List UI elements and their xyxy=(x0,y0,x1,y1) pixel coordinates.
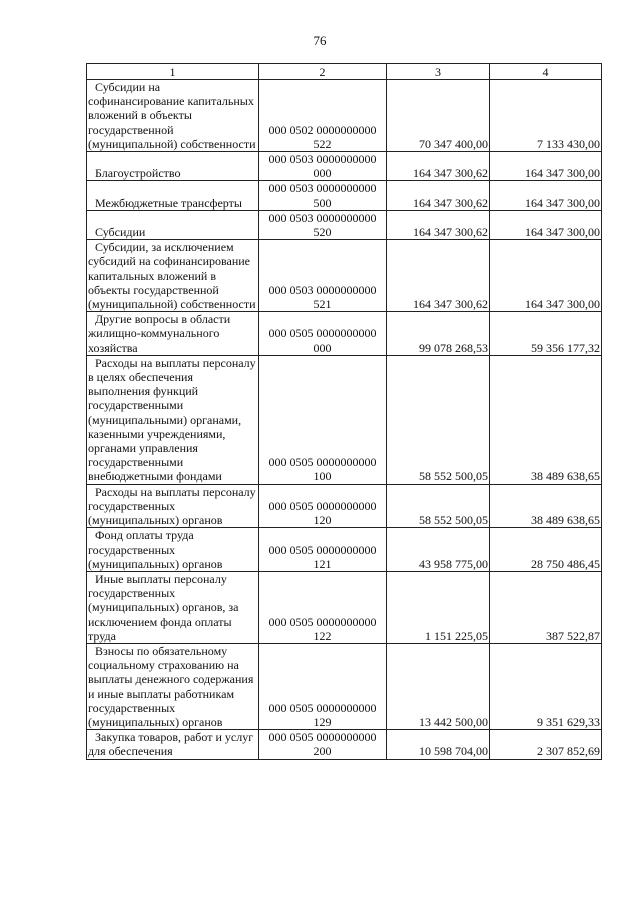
row-name xyxy=(87,528,259,572)
row-sum-2: 9 351 629,33 xyxy=(490,643,602,729)
column-header-4: 4 xyxy=(490,64,602,80)
row-name xyxy=(87,80,259,152)
row-sum-1: 10 598 704,00 xyxy=(387,730,490,759)
table-row xyxy=(87,181,602,210)
row-code: 000 0503 0000000000 521 xyxy=(259,240,387,312)
row-code: 000 0503 0000000000 500 xyxy=(259,181,387,210)
row-name-text: Другие вопросы в области жилищно-коммунального хозяйства xyxy=(88,312,231,355)
table-row xyxy=(87,484,602,528)
row-name-text: Субсидии xyxy=(95,225,146,240)
table-row xyxy=(87,80,602,152)
page-bottom-margin xyxy=(86,826,601,906)
row-code: 000 0505 0000000000 200 xyxy=(259,730,387,759)
row-code: 000 0503 0000000000 000 xyxy=(259,152,387,181)
row-sum-2: 2 307 852,69 xyxy=(490,730,602,759)
row-sum-2: 164 347 300,00 xyxy=(490,181,602,210)
table-row xyxy=(87,730,602,759)
table-row xyxy=(87,528,602,572)
column-header-3: 3 xyxy=(387,64,490,80)
row-code: 000 0505 0000000000 120 xyxy=(259,484,387,528)
table-row xyxy=(87,312,602,356)
row-code: 000 0505 0000000000 121 xyxy=(259,528,387,572)
row-sum-2: 164 347 300,00 xyxy=(490,152,602,181)
row-sum-1: 58 552 500,05 xyxy=(387,484,490,528)
table-row xyxy=(87,240,602,312)
row-code: 000 0505 0000000000 100 xyxy=(259,355,387,484)
row-sum-1: 58 552 500,05 xyxy=(387,355,490,484)
row-name-text: Расходы на выплаты персоналу в целях обеспечения выполнения функций государственными (муниципальными) органами, казенными учреждениями, органами управления государственными внебюджетными фондами xyxy=(88,355,256,484)
page-number: 76 xyxy=(313,33,327,48)
row-sum-1: 70 347 400,00 xyxy=(387,80,490,152)
row-sum-1: 13 442 500,00 xyxy=(387,643,490,729)
row-sum-2: 38 489 638,65 xyxy=(490,355,602,484)
row-name xyxy=(87,210,259,239)
row-code: 000 0505 0000000000 000 xyxy=(259,312,387,356)
row-name xyxy=(87,181,259,210)
row-code: 000 0505 0000000000 129 xyxy=(259,643,387,729)
row-sum-2: 7 133 430,00 xyxy=(490,80,602,152)
header-row xyxy=(87,64,602,80)
row-sum-1: 164 347 300,62 xyxy=(387,240,490,312)
table-row xyxy=(87,210,602,239)
row-sum-2: 28 750 486,45 xyxy=(490,528,602,572)
row-name xyxy=(87,484,259,528)
row-sum-1: 99 078 268,53 xyxy=(387,312,490,356)
row-name-text: Благоустройство xyxy=(95,166,181,181)
table-row xyxy=(87,643,602,729)
row-name-text: Субсидии, за исключением субсидий на софинансирование капитальных вложений в объекты государственной (муниципальной) собственности xyxy=(88,240,256,312)
budget-table xyxy=(86,63,602,760)
column-header-1: 1 xyxy=(87,64,259,80)
table-row xyxy=(87,571,602,643)
row-name-text: Иные выплаты персоналу государственных (муниципальных) органов, за исключением фонда оплаты труда xyxy=(88,571,239,643)
row-sum-1: 164 347 300,62 xyxy=(387,181,490,210)
row-code: 000 0502 0000000000 522 xyxy=(259,80,387,152)
row-name-text: Взносы по обязательному социальному страхованию на выплаты денежного содержания и иные выплаты работникам государственных (муниципальных) органов xyxy=(88,643,254,729)
row-name xyxy=(87,730,259,759)
row-sum-2: 387 522,87 xyxy=(490,571,602,643)
row-name xyxy=(87,312,259,356)
row-sum-1: 43 958 775,00 xyxy=(387,528,490,572)
row-sum-1: 164 347 300,62 xyxy=(387,152,490,181)
row-name xyxy=(87,240,259,312)
table-row xyxy=(87,355,602,484)
row-sum-1: 1 151 225,05 xyxy=(387,571,490,643)
row-name-text: Межбюджетные трансферты xyxy=(95,195,242,210)
row-sum-1: 164 347 300,62 xyxy=(387,210,490,239)
row-sum-2: 164 347 300,00 xyxy=(490,240,602,312)
row-code: 000 0503 0000000000 520 xyxy=(259,210,387,239)
row-sum-2: 164 347 300,00 xyxy=(490,210,602,239)
row-name xyxy=(87,152,259,181)
row-code: 000 0505 0000000000 122 xyxy=(259,571,387,643)
row-sum-2: 59 356 177,32 xyxy=(490,312,602,356)
row-name xyxy=(87,571,259,643)
row-sum-2: 38 489 638,65 xyxy=(490,484,602,528)
table-row xyxy=(87,152,602,181)
column-header-2: 2 xyxy=(259,64,387,80)
row-name xyxy=(87,643,259,729)
row-name xyxy=(87,355,259,484)
row-name-text: Расходы на выплаты персоналу государственных (муниципальных) органов xyxy=(88,484,256,528)
row-name-text: Субсидии на софинансирование капитальных вложений в объекты государственной (муниципальной) собственности xyxy=(88,80,256,151)
row-name-text: Фонд оплаты труда государственных (муниципальных) органов xyxy=(88,528,223,571)
row-name-text: Закупка товаров, работ и услуг для обеспечения xyxy=(88,730,254,759)
